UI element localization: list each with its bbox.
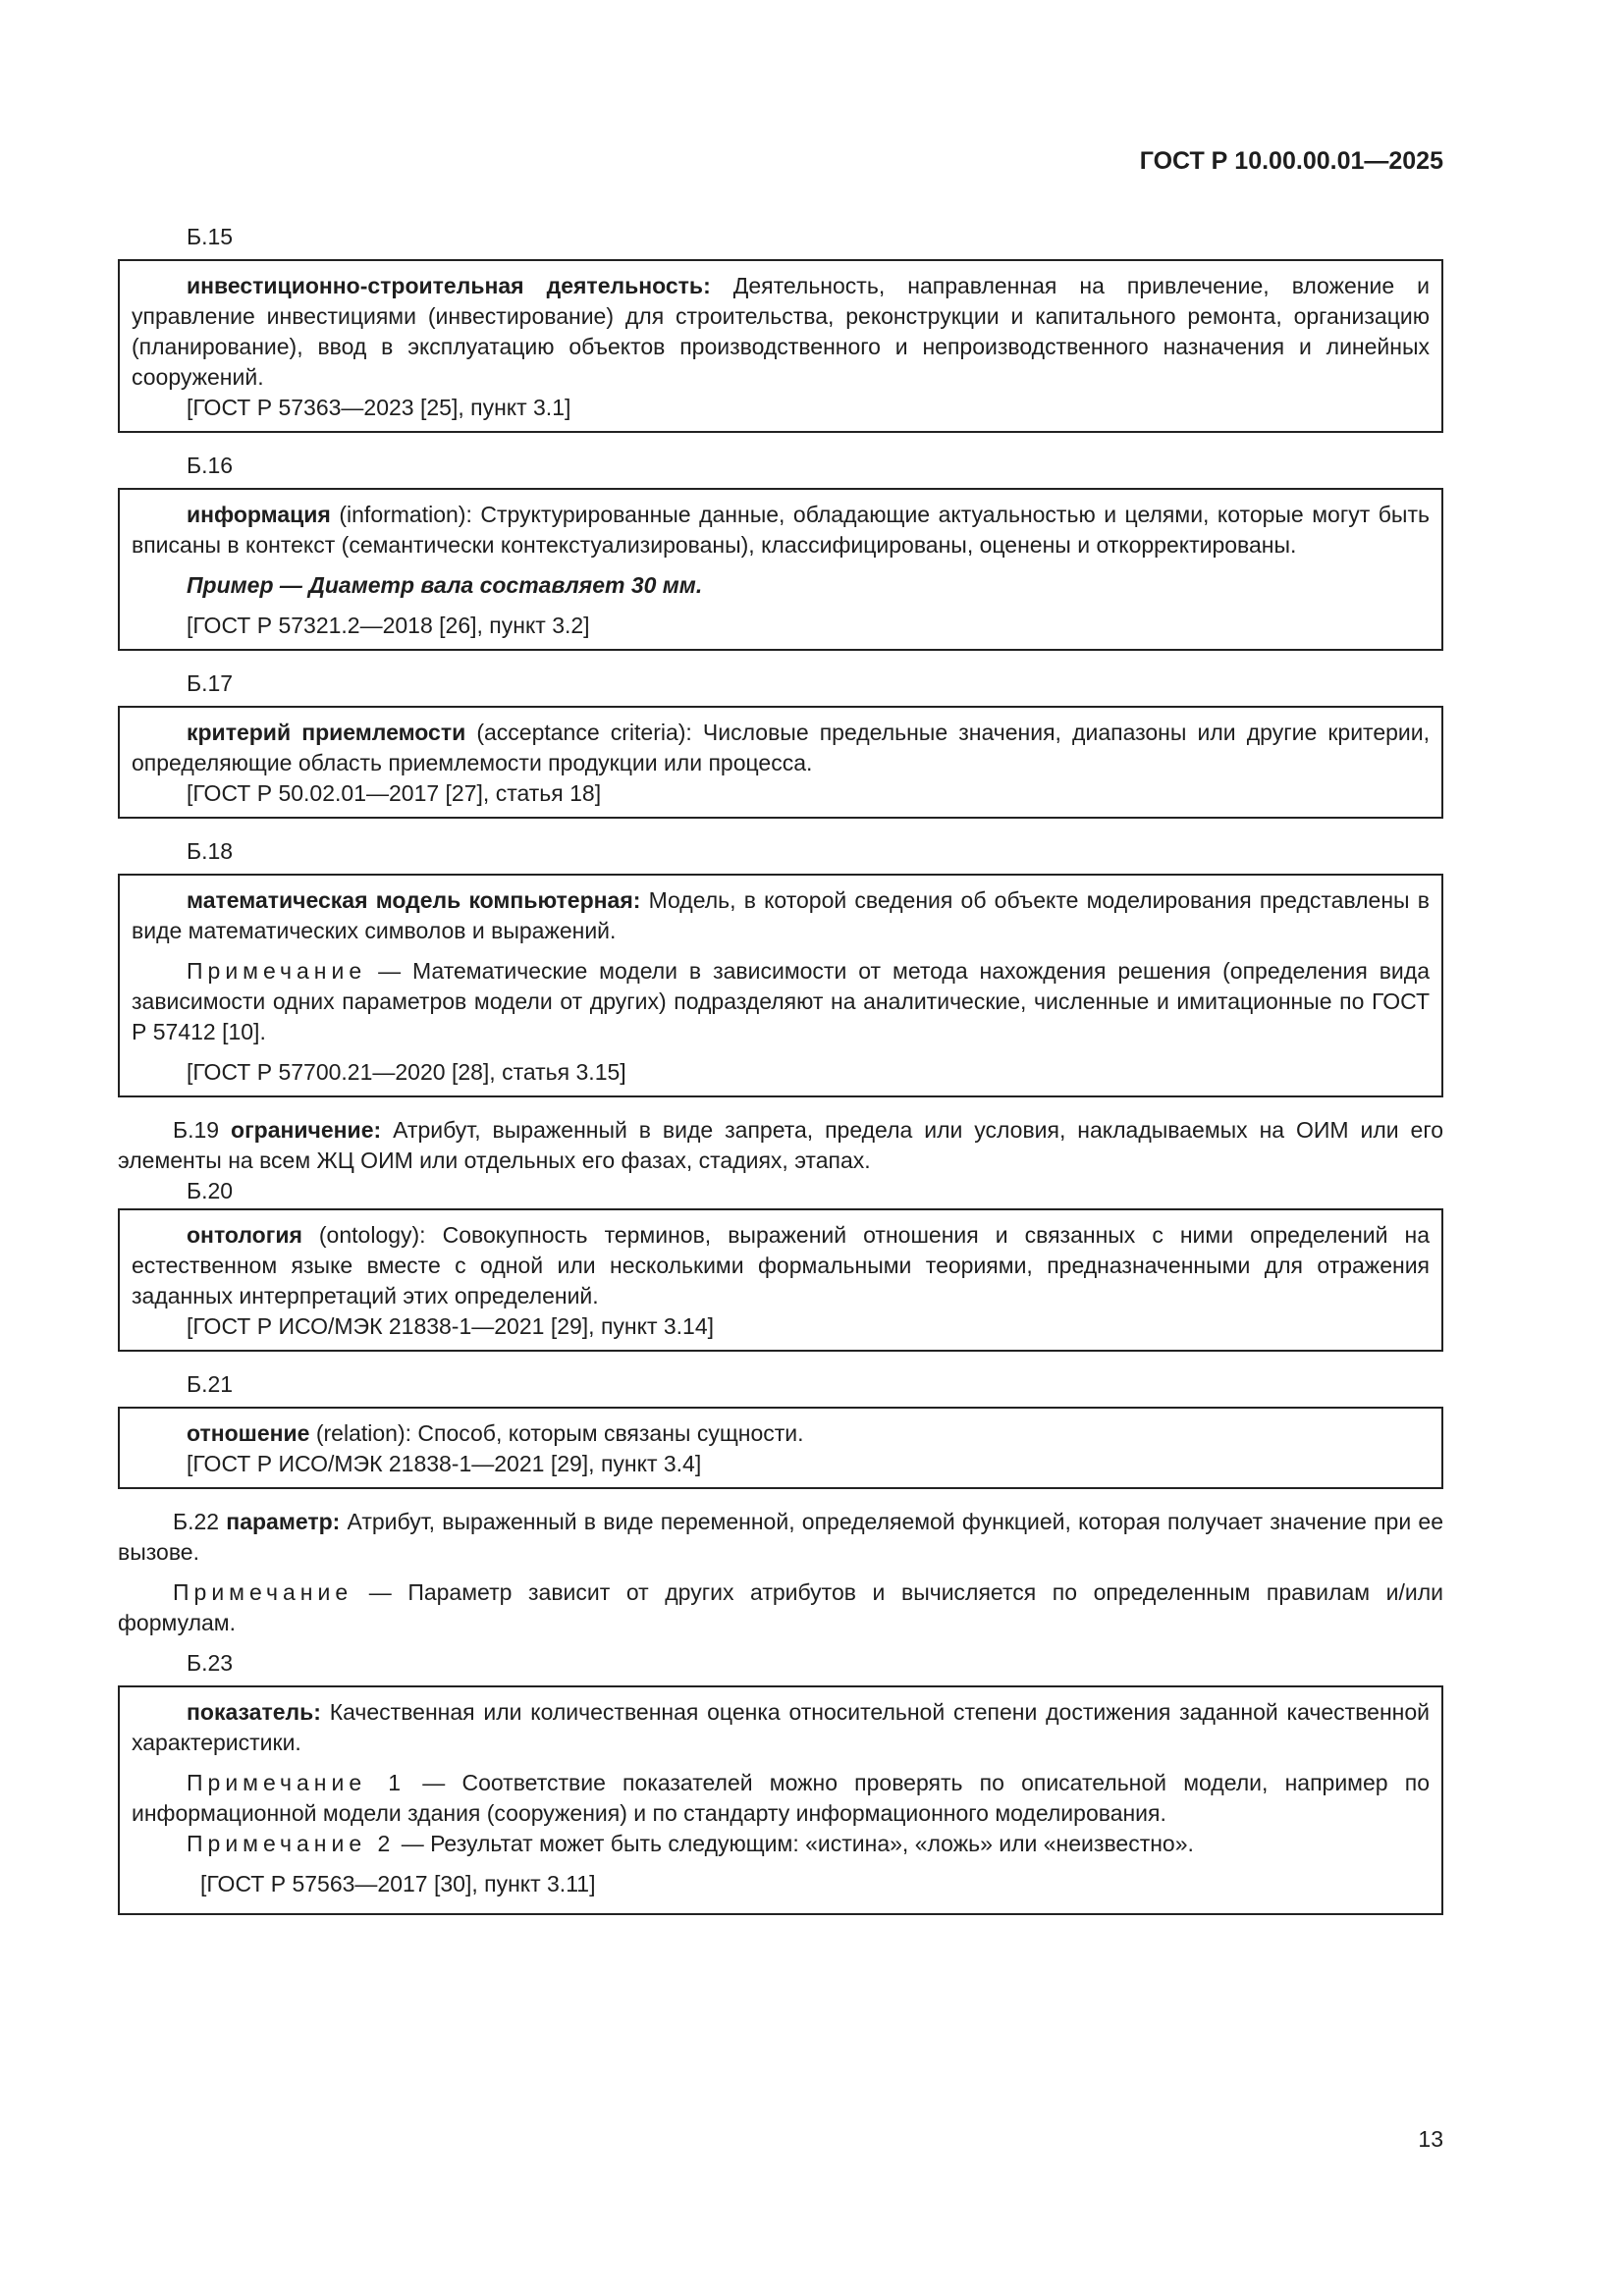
term-box-b17 — [118, 706, 1443, 819]
source-b17: [ГОСТ Р 50.02.01—2017 [27], статья 18] — [187, 780, 602, 806]
term-definition-b20 — [132, 1220, 1430, 1311]
clause-number-b22: Б.22 — [173, 1509, 220, 1534]
term-b23: показатель: — [187, 1699, 321, 1725]
term-b16: информация — [187, 502, 331, 527]
page-number: 13 — [1418, 2126, 1443, 2152]
clause-number-b18: Б.18 — [187, 838, 234, 864]
term-box-b16 — [118, 488, 1443, 651]
note-b22 — [118, 1577, 1443, 1638]
term-b20: онтология — [187, 1222, 302, 1248]
term-box-b15 — [118, 259, 1443, 433]
term-definition-b19 — [118, 1115, 1443, 1176]
clause-number-b21: Б.21 — [187, 1371, 234, 1397]
clause-number-b15: Б.15 — [187, 224, 234, 249]
clause-b19 — [118, 1115, 1443, 1176]
definition-b22: Атрибут, выраженный в виде переменной, определяемой функцией, которая получает значение при ее вызове. — [118, 1509, 1443, 1565]
note-label-b18: Примечание — [187, 958, 367, 984]
term-definition-b15 — [132, 271, 1430, 393]
definition-b16: (information): Структурированные данные, обладающие актуальностью и целями, которые могут быть вписаны в контекст (семантически контекстуализированы), классифицированы, оценены и откорректированы. — [132, 502, 1430, 558]
page-content — [118, 222, 1443, 1933]
term-box-b23 — [118, 1685, 1443, 1915]
term-b22: параметр: — [226, 1509, 341, 1534]
term-definition-b17 — [132, 718, 1430, 778]
clause-number-b19: Б.19 — [173, 1117, 220, 1143]
definition-b18: Модель, в которой сведения об объекте моделирования представлены в виде математических символов и выражений. — [132, 887, 1430, 943]
note-label-b22: Примечание — [173, 1579, 353, 1605]
source-b20: [ГОСТ Р ИСО/МЭК 21838-1—2021 [29], пункт 3.14] — [187, 1313, 715, 1339]
clause-number-b20: Б.20 — [187, 1178, 234, 1203]
definition-b17: (acceptance criteria): Числовые предельные значения, диапазоны или другие критерии, определяющие область приемлемости продукции или процесса. — [132, 720, 1430, 775]
definition-b21: (relation): Способ, которым связаны сущности. — [309, 1420, 804, 1446]
term-box-b20 — [118, 1208, 1443, 1352]
clause-number-b23: Б.23 — [187, 1650, 234, 1676]
term-box-b21 — [118, 1407, 1443, 1489]
definition-b15: Деятельность, направленная на привлечение, вложение и управление инвестициями (инвестирование) для строительства, реконструкции и капитального ремонта, организацию (планирование), ввод в эксплуатацию объектов производственного и непроизводственного назначения и линейных сооружений. — [132, 273, 1430, 390]
source-b18: [ГОСТ Р 57700.21—2020 [28], статья 3.15] — [187, 1059, 626, 1085]
note1-b23 — [132, 1768, 1430, 1829]
term-b21: отношение — [187, 1420, 310, 1446]
example-b16: Пример — Диаметр вала составляет 30 мм. — [187, 572, 703, 598]
note2-label-b23: Примечание 2 — [187, 1831, 396, 1856]
definition-b20: (ontology): Совокупность терминов, выражений отношения и связанных с ними определений на естественном языке вместе с одной или несколькими формальными теориями, предназначенными для отражения заданных интерпретаций этих определений. — [132, 1222, 1430, 1308]
term-box-b18 — [118, 874, 1443, 1097]
term-definition-b21 — [132, 1418, 1430, 1449]
definition-b19: Атрибут, выраженный в виде запрета, предела или условия, накладываемых на ОИМ или его элементы на всем ЖЦ ОИМ или отдельных его фазах, стадиях, этапах. — [118, 1117, 1444, 1173]
term-b19: ограничение: — [231, 1117, 382, 1143]
term-definition-b18 — [132, 885, 1430, 946]
note2-b23 — [132, 1829, 1430, 1859]
term-definition-b23 — [132, 1697, 1430, 1758]
term-b17: критерий приемлемости — [187, 720, 466, 745]
note2-text-b23: — Результат может быть следующим: «истина», «ложь» или «неизвестно». — [395, 1831, 1194, 1856]
term-b15: инвестиционно-строительная деятельность: — [187, 273, 711, 298]
note-b18 — [132, 956, 1430, 1047]
source-b23: [ГОСТ Р 57563—2017 [30], пункт 3.11] — [200, 1871, 596, 1896]
source-b16: [ГОСТ Р 57321.2—2018 [26], пункт 3.2] — [187, 613, 590, 638]
document-number-header: ГОСТ Р 10.00.00.01—2025 — [1139, 147, 1443, 175]
note-text-b22: — Параметр зависит от других атрибутов и вычисляется по определенным правилам и/или формулам. — [118, 1579, 1443, 1635]
note-text-b18: — Математические модели в зависимости от метода нахождения решения (определения вида зависимости одних параметров модели от других) подразделяют на аналитические, численные и имитационные по ГОСТ Р 57412 [10]. — [132, 958, 1430, 1044]
note1-label-b23: Примечание 1 — [187, 1770, 406, 1795]
clause-number-b17: Б.17 — [187, 670, 234, 696]
clause-number-b16: Б.16 — [187, 453, 234, 478]
source-b21: [ГОСТ Р ИСО/МЭК 21838-1—2021 [29], пункт 3.4] — [187, 1451, 702, 1476]
note1-text-b23: — Соответствие показателей можно проверять по описательной модели, например по информационной модели здания (сооружения) и по стандарту информационного моделирования. — [132, 1770, 1430, 1826]
clause-b22 — [118, 1507, 1443, 1638]
term-definition-b22 — [118, 1507, 1443, 1568]
term-b18: математическая модель компьютерная: — [187, 887, 641, 913]
source-b15: [ГОСТ Р 57363—2023 [25], пункт 3.1] — [187, 395, 571, 420]
term-definition-b16 — [132, 500, 1430, 561]
definition-b23: Качественная или количественная оценка относительной степени достижения заданной качественной характеристики. — [132, 1699, 1430, 1755]
